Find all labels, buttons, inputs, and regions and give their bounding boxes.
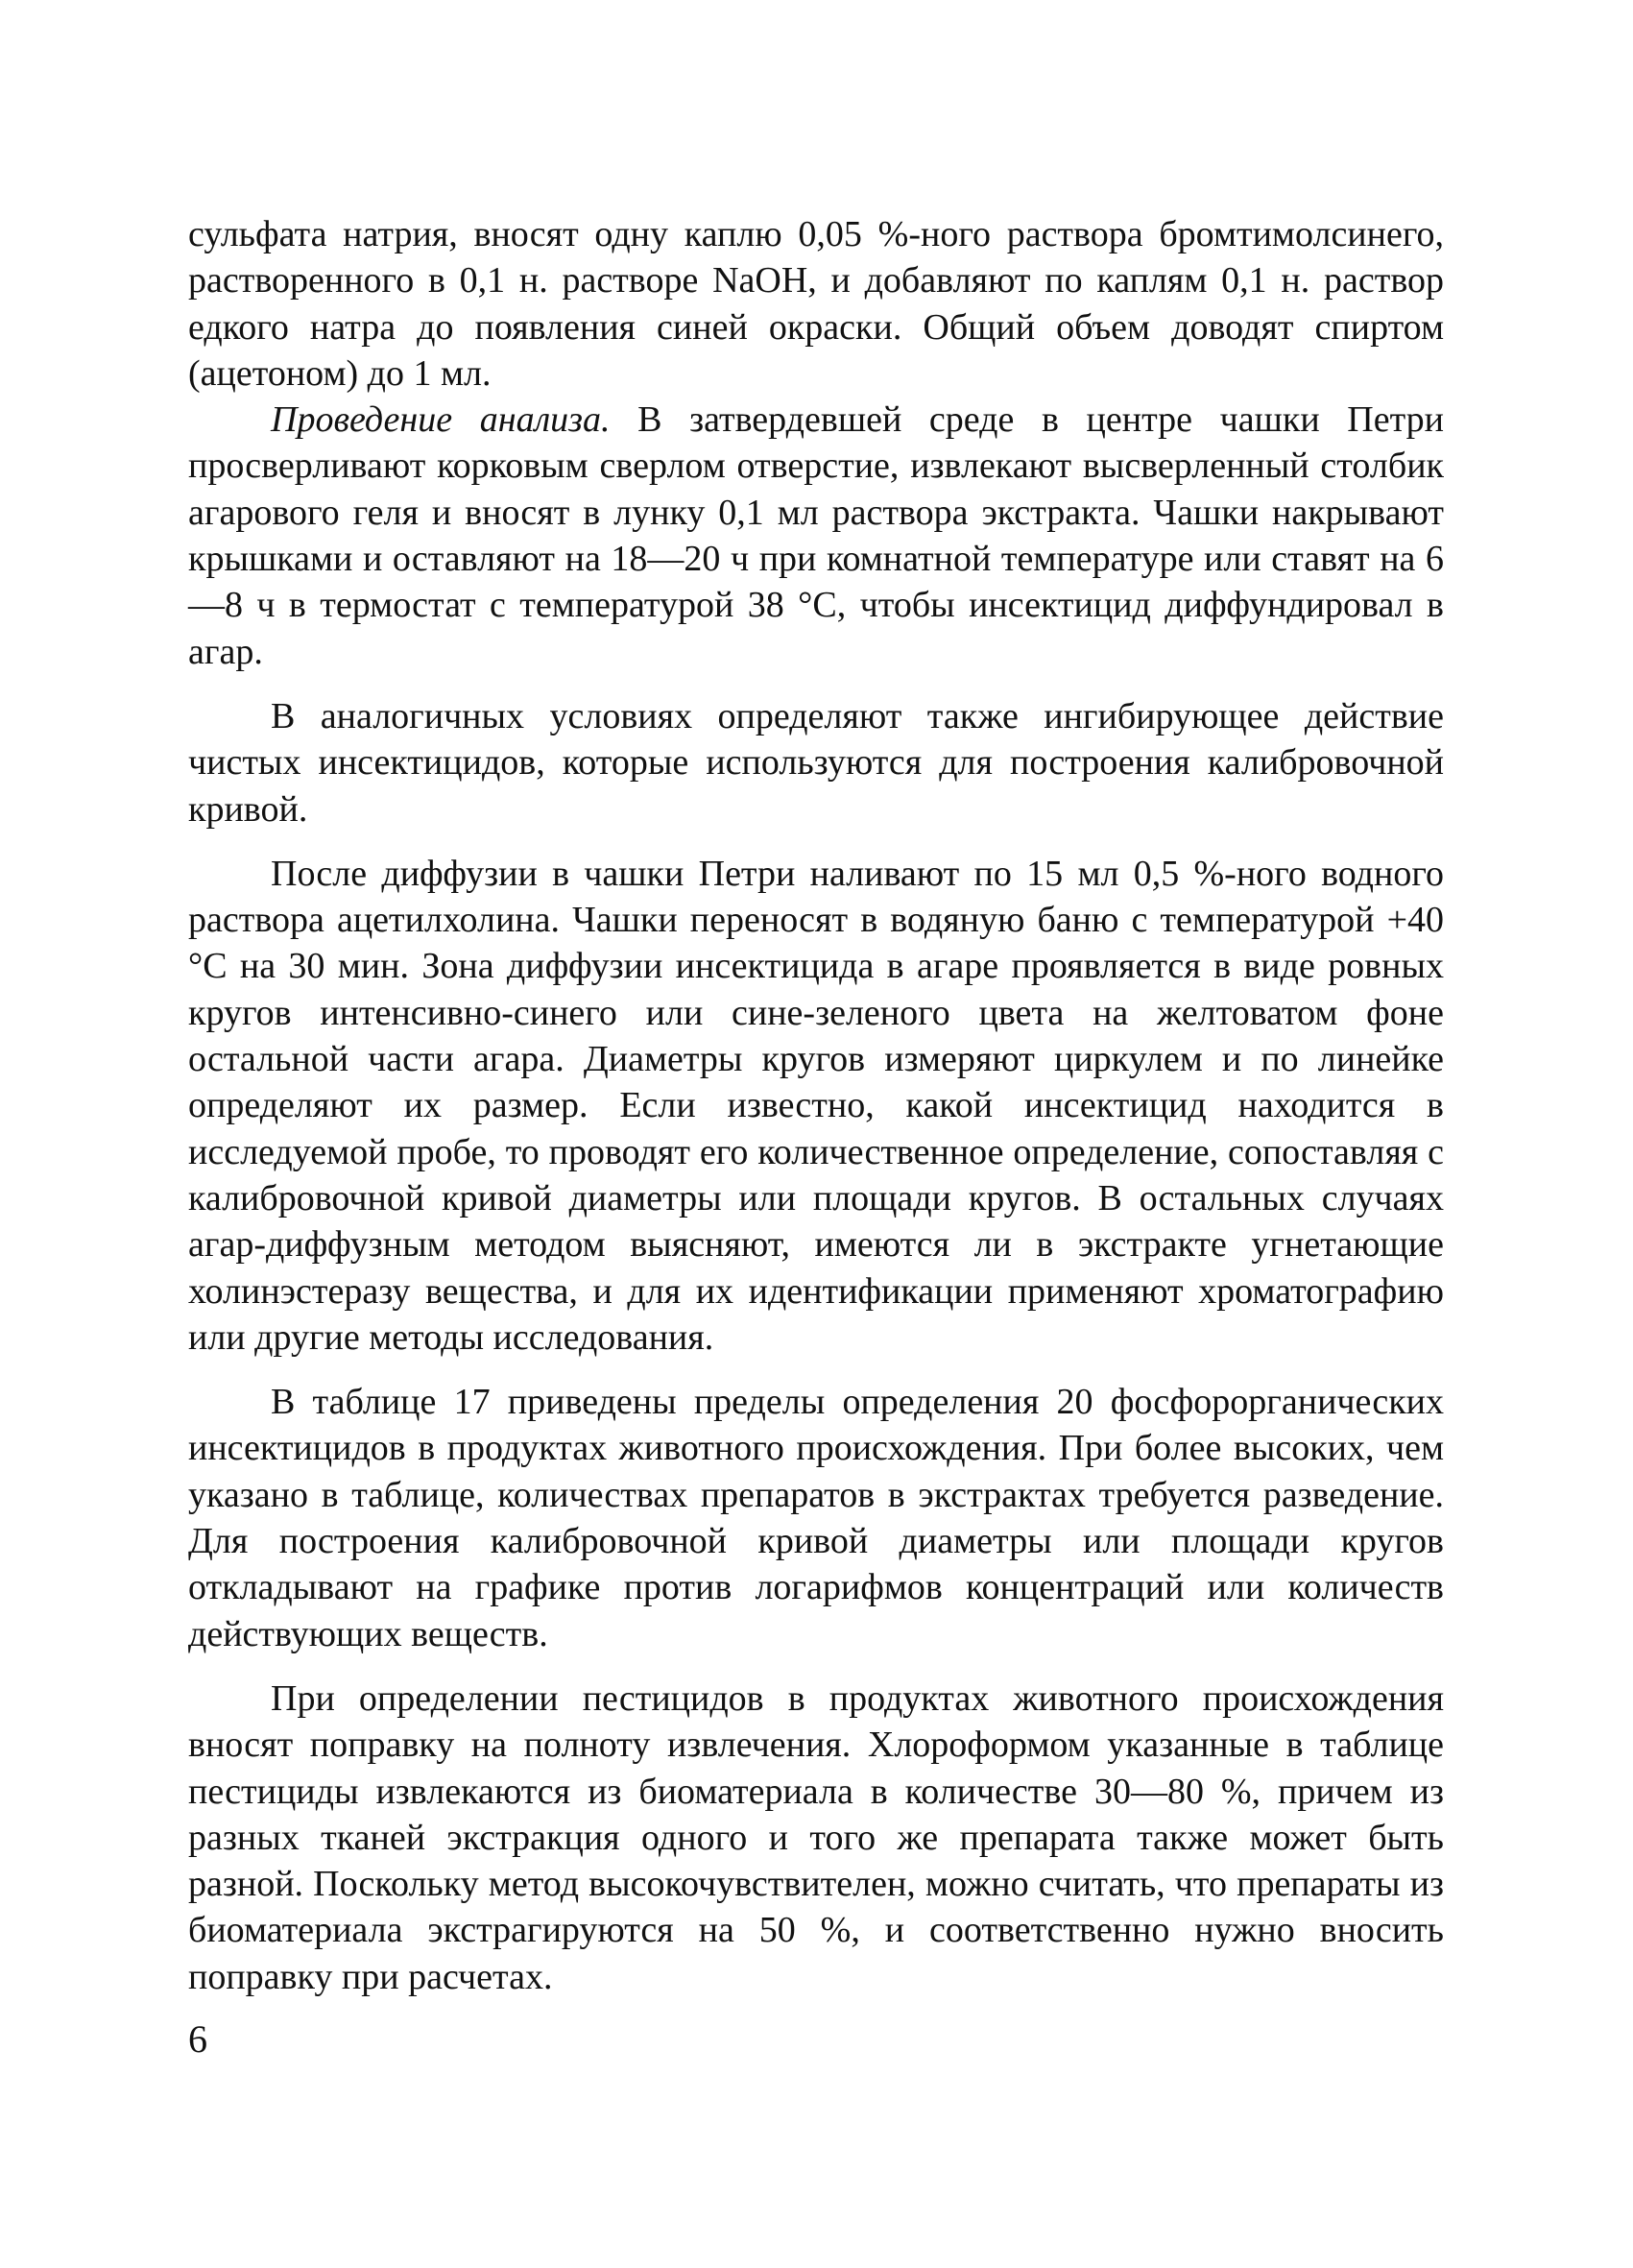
paragraph-2-text: В затвердевшей среде в центре чашки Петри просверливают корковым сверлом отверстие, извлекают высверленный столбик агарового геля и вносят в лунку 0,1 мл раствора экстракта. Чашки накрывают крышками и оставляют на 18—20 ч при комнатной температуре или ставят на 6—8 ч в термостат с температурой 38 °С, чтобы инсектицид диффундировал в агар. [188, 399, 1444, 672]
paragraph-1: сульфата натрия, вносят одну каплю 0,05 %-ного раствора бромтимолсинего, растворенного в 0,1 н. растворе NaOH, и добавляют по каплям 0,1 н. раствор едкого натра до появления синей окраски. Общий объем доводят спиртом (ацетоном) до 1 мл. [188, 214, 1444, 394]
paragraph-4: После диффузии в чашки Петри наливают по 15 мл 0,5 %-ного водного раствора ацетилхолина. Чашки переносят в водяную баню с температурой +40 °С на 30 мин. Зона диффузии инсектицида в агаре проявляется в виде ровных кругов интенсивно-синего или сине-зеленого цвета на желтоватом фоне остальной части агара. Диаметры кругов измеряют циркулем и по линейке определяют их размер. Если известно, какой инсектицид находится в исследуемой пробе, то проводят его количественное определение, сопоставляя с калибровочной кривой диаметры или площади кругов. В остальных случаях агар-диффузным методом выясняют, имеются ли в экстракте угнетающие холинэстеразу вещества, и для их идентификации применяют хроматографию или другие методы исследования. [188, 853, 1444, 1358]
page-number: 6 [188, 2017, 207, 2061]
paragraph-6: При определении пестицидов в продуктах животного происхождения вносят поправку на полноту извлечения. Хлороформом указанные в таблице пестициды извлекаются из биоматериала в количестве 30—80 %, причем из разных тканей экстракция одного и того же препарата также может быть разной. Поскольку метод высокочувствителен, можно считать, что препараты из биоматериала экстрагируются на 50 %, и соответственно нужно вносить поправку при расчетах. [188, 1677, 1444, 1997]
body-text [188, 211, 1444, 2000]
section-lead: Проведение анализа. [271, 399, 611, 441]
paragraph-3: В аналогичных условиях определяют также ингибирующее действие чистых инсектицидов, которые используются для построения калибровочной кривой. [188, 695, 1444, 830]
paragraph-5: В таблице 17 приведены пределы определения 20 фосфорорганических инсектицидов в продуктах животного происхождения. При более высоких, чем указано в таблице, количествах препаратов в экстрактах требуется разведение. Для построения калибровочной кривой диаметры или площади кругов откладывают на графике против логарифмов концентраций или количеств действующих веществ. [188, 1382, 1444, 1654]
paragraph-2 [188, 397, 1444, 675]
